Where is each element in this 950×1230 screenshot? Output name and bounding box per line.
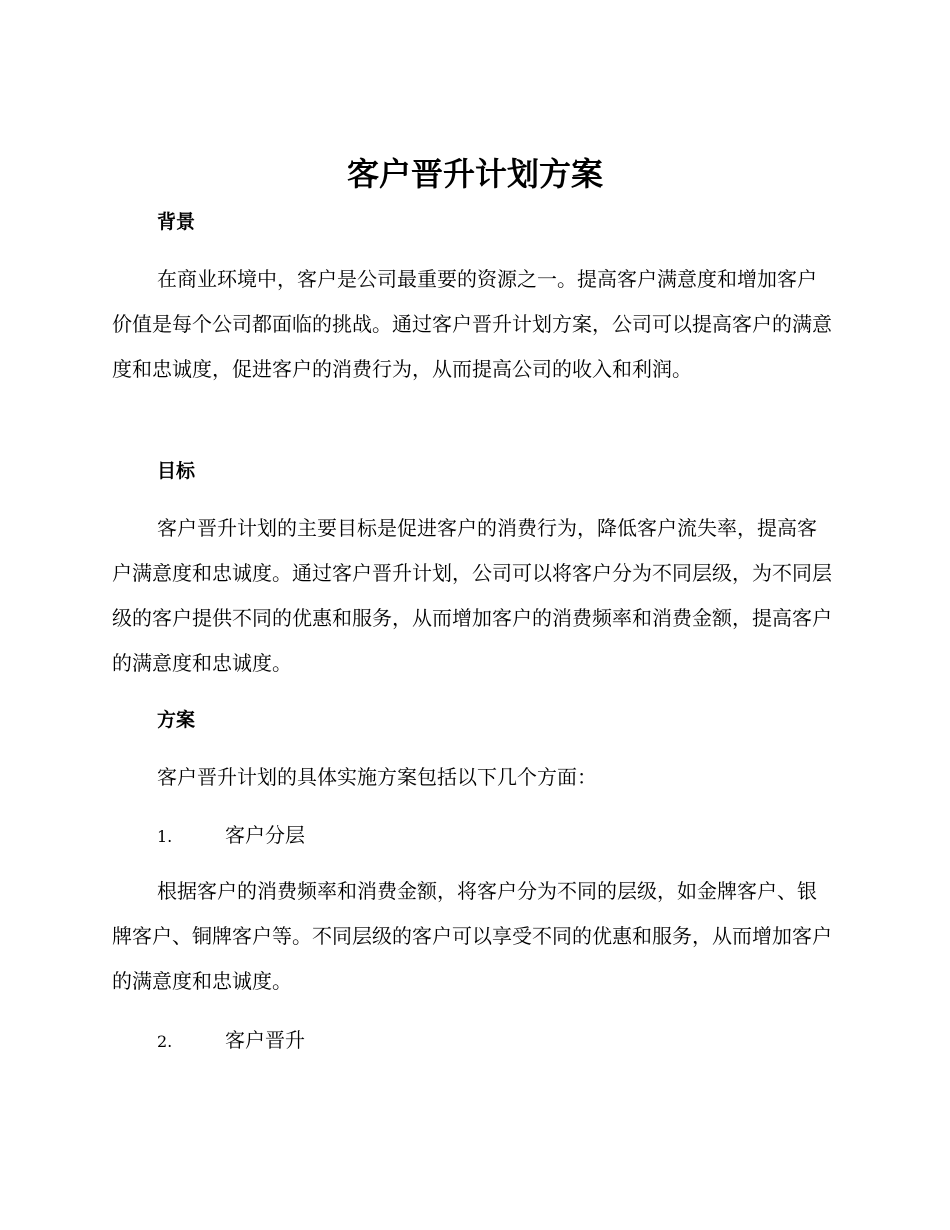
section-heading-goal: 目标 <box>157 460 196 482</box>
list-item <box>157 820 305 852</box>
list-item-label: 客户分层 <box>225 823 305 847</box>
section-paragraph-background: 在商业环境中，客户是公司最重要的资源之一。提高客户满意度和增加客户价值是每个公司都面临的挑战。通过客户晋升计划方案，公司可以提高客户的满意度和忠诚度，促进客户的消费行为，从而提高公司的收入和利润。 <box>112 267 832 381</box>
list-item <box>157 1025 305 1057</box>
list-item-number: 2. <box>157 1032 173 1051</box>
section-heading-background: 背景 <box>157 211 196 233</box>
document-title: 客户晋升计划方案 <box>346 155 603 193</box>
section-paragraph-plan: 客户晋升计划的具体实施方案包括以下几个方面： <box>157 765 597 789</box>
section-heading-plan: 方案 <box>157 709 196 731</box>
section-paragraph-goal: 客户晋升计划的主要目标是促进客户的消费行为，降低客户流失率，提高客户满意度和忠诚度。通过客户晋升计划，公司可以将客户分为不同层级，为不同层级的客户提供不同的优惠和服务，从而增加客户的消费频率和消费金额，提高客户的满意度和忠诚度。 <box>112 516 832 675</box>
list-item-label: 客户晋升 <box>225 1028 305 1052</box>
list-item-paragraph: 根据客户的消费频率和消费金额，将客户分为不同的层级，如金牌客户、银牌客户、铜牌客户等。不同层级的客户可以享受不同的优惠和服务，从而增加客户的满意度和忠诚度。 <box>112 879 832 993</box>
list-item-number: 1. <box>157 827 173 846</box>
